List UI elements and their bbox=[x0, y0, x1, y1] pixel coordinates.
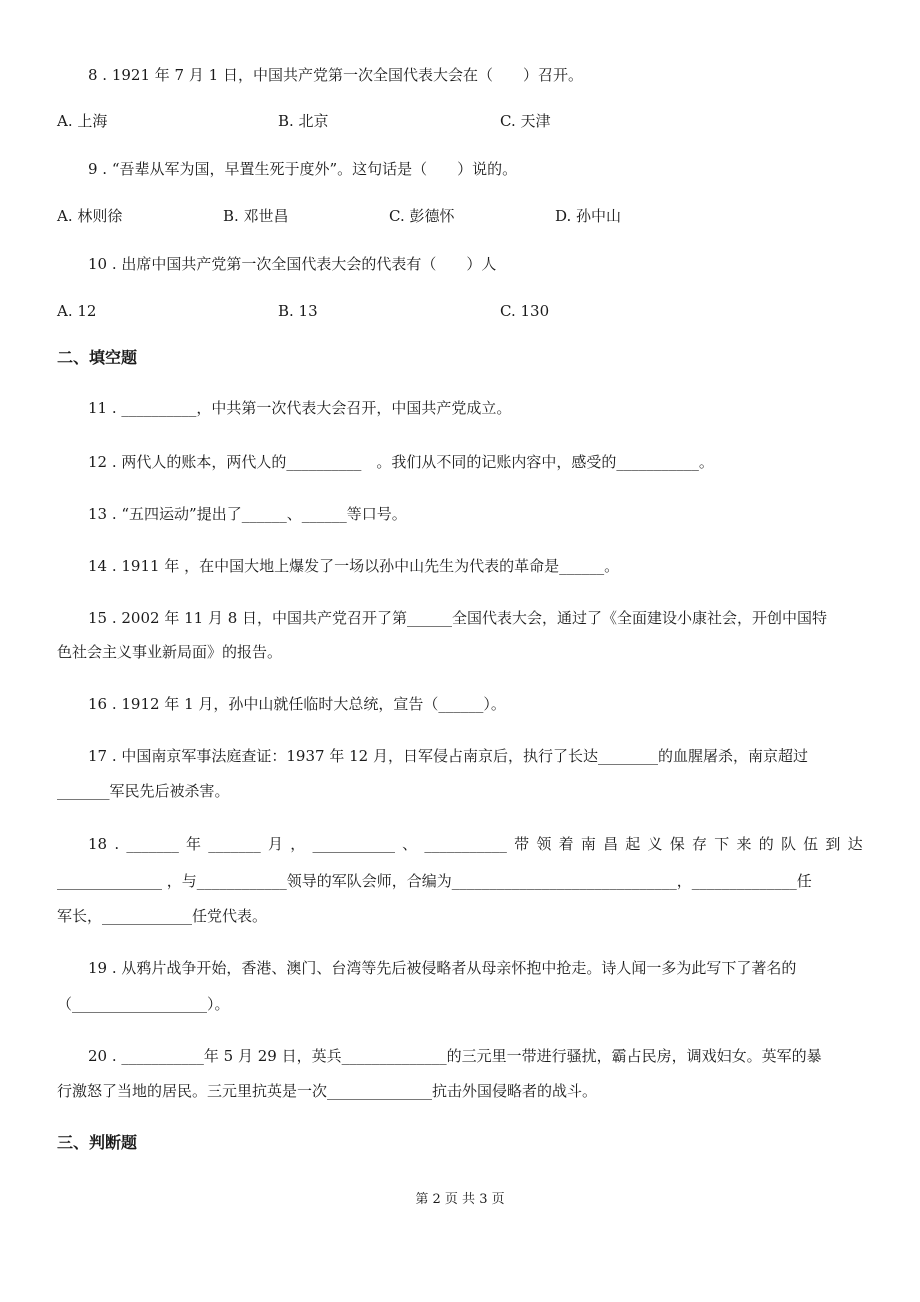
q18-token: . bbox=[114, 835, 120, 853]
q18-token: 义 bbox=[647, 835, 663, 853]
q18-token: 昌 bbox=[603, 835, 619, 853]
q18-token: 伍 bbox=[803, 835, 819, 853]
question-16: 16 . 1912 年 1 月，孙中山就任临时大总统，宣告（______）。 bbox=[88, 695, 506, 713]
q18-token: 的 bbox=[758, 835, 774, 853]
section-3-heading: 三、判断题 bbox=[57, 1133, 138, 1152]
q18-token: 起 bbox=[625, 835, 641, 853]
q9-option-a: A. 林则徐 bbox=[57, 207, 123, 225]
q18-token: 带 bbox=[514, 835, 530, 853]
q18-token: 达 bbox=[847, 835, 863, 853]
q18-token: 下 bbox=[714, 835, 730, 853]
q8-option-b: B. 北京 bbox=[278, 112, 329, 130]
q18-token: 着 bbox=[558, 835, 574, 853]
q10-option-b: B. 13 bbox=[278, 302, 318, 320]
q18-token: 保 bbox=[669, 835, 685, 853]
q18-token: 月 bbox=[267, 835, 283, 853]
question-15-line-1: 15 . 2002 年 11 月 8 日，中国共产党召开了第______全国代表大会，通过了《全面建设小康社会，开创中国特 bbox=[88, 609, 828, 627]
q18-token: 18 bbox=[88, 835, 108, 853]
question-12: 12 . 两代人的账本，两代人的__________ 。我们从不同的记账内容中，感受的___________。 bbox=[88, 453, 714, 471]
q18-token: 年 bbox=[186, 835, 202, 853]
question-19-line-2: （__________________）。 bbox=[57, 995, 230, 1013]
q18-token: ， bbox=[290, 835, 306, 853]
q10-option-a: A. 12 bbox=[57, 302, 97, 320]
question-17-line-2: _______军民先后被杀害。 bbox=[57, 782, 230, 800]
question-10-stem: 10 . 出席中国共产党第一次全国代表大会的代表有（ ）人 bbox=[88, 255, 497, 273]
q18-token: 到 bbox=[825, 835, 841, 853]
q18-token: 来 bbox=[736, 835, 752, 853]
question-18-line-1 bbox=[88, 834, 863, 854]
q18-token: 领 bbox=[536, 835, 552, 853]
q18-blank: _______ bbox=[126, 835, 179, 853]
q18-blank: ___________ bbox=[424, 835, 507, 853]
question-19-line-1: 19 . 从鸦片战争开始，香港、澳门、台湾等先后被侵略者从母亲怀抱中抢走。诗人闻一多为此写下了著名的 bbox=[88, 959, 797, 977]
q9-option-d: D. 孙中山 bbox=[555, 207, 622, 225]
question-17-line-1: 17 . 中国南京军事法庭查证：1937 年 12 月，日军侵占南京后，执行了长达________的血腥屠杀，南京超过 bbox=[88, 747, 808, 765]
question-15-line-2: 色社会主义事业新局面》的报告。 bbox=[57, 643, 283, 661]
q18-token: 南 bbox=[580, 835, 596, 853]
q18-token: 、 bbox=[402, 835, 418, 853]
page-number: 第 2 页 共 3 页 bbox=[415, 1192, 505, 1207]
q8-option-a: A. 上海 bbox=[57, 112, 108, 130]
q8-option-c: C. 天津 bbox=[500, 112, 551, 130]
q18-blank: ___________ bbox=[312, 835, 395, 853]
question-18-line-2: ______________ ，与____________领导的军队会师，合编为______________________________，______________任 bbox=[57, 872, 812, 890]
question-18-line-3: 军长，____________任党代表。 bbox=[57, 907, 268, 925]
question-20-line-1: 20 . ___________年 5 月 29 日，英兵______________的三元里一带进行骚扰，霸占民房，调戏妇女。英军的暴 bbox=[88, 1047, 822, 1065]
q18-blank: _______ bbox=[208, 835, 261, 853]
q9-option-b: B. 邓世昌 bbox=[223, 207, 289, 225]
q10-option-c: C. 130 bbox=[500, 302, 550, 320]
question-14: 14 . 1911 年 ，在中国大地上爆发了一场以孙中山先生为代表的革命是______。 bbox=[88, 557, 620, 575]
q18-token: 存 bbox=[692, 835, 708, 853]
question-20-line-2: 行激怒了当地的居民。三元里抗英是一次______________抗击外国侵略者的战斗。 bbox=[57, 1082, 598, 1100]
question-13: 13 . “五四运动”提出了______、______等口号。 bbox=[88, 505, 407, 523]
q18-token: 队 bbox=[780, 835, 796, 853]
section-2-heading: 二、填空题 bbox=[57, 348, 138, 367]
question-11: 11 . __________，中共第一次代表大会召开，中国共产党成立。 bbox=[88, 399, 512, 417]
question-9-stem: 9 . “吾辈从军为国，早置生死于度外”。这句话是（ ）说的。 bbox=[88, 160, 518, 178]
question-8-stem: 8 . 1921 年 7 月 1 日，中国共产党第一次全国代表大会在（ ）召开。 bbox=[88, 66, 583, 84]
q9-option-c: C. 彭德怀 bbox=[389, 207, 455, 225]
